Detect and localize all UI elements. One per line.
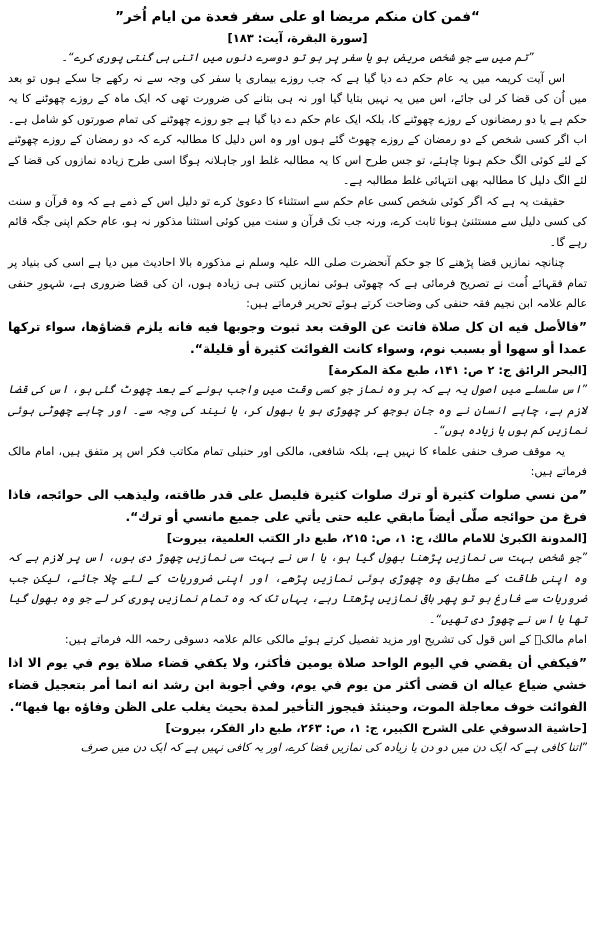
- translation-bahr: ”اس سلسلے میں اصول یہ ہے کہ ہر وہ نماز جو کسی وقت میں واجب ہونے کے بعد چھوٹ گئی ہو، اس کی قضا لازم ہے، چاہے انسان نے وہ جان بوجھ کر چھوڑی ہو یا بھول کر، یا نیند کی وجہ سے۔ اور چاہے چھوٹی ہوئی نمازیں کم ہوں یا زیادہ ہوں“۔: [8, 383, 587, 437]
- verse-translation: ”تم میں سے جو شخص مریض ہو یا سفر پر ہو تو دوسرے دنوں میں اتنی ہی گنتی پوری کرے“۔: [61, 51, 534, 64]
- paragraph-exception-proof: حقیقت یہ ہے کہ اگر کوئی شخص کسی عام حکم سے استثناء کا دعویٰ کرے تو دلیل اس کے ذمے ہے کہ وہ قرآن و سنت کی کسی دلیل سے مستثنیٰ ہونا ثابت کرے، ورنہ جب تک قرآن و سنت میں کوئی استثنا مذکور نہ ہو، عام حکم اپنی جگہ قائم رہے گا۔: [8, 194, 587, 249]
- translation-mudawwana: ”جو شخص بہت سی نمازیں پڑھنا بھول گیا ہو، یا اس نے بہت سی نمازیں چھوڑ دی ہوں، اس پر لازم ہے کہ وہ اپنی طاقت کے مطابق وہ چھوڑی ہوئی نمازیں پڑھے، اور اپنی ضروریات کے لئے چلا جائے، لیکن جب ضروریات سے فارغ ہو تو پھر باقی نمازیں پڑھتا رہے، یہاں تک کہ وہ تمام نمازیں پوری کر لے جو وہ بھول گیا تھا یا اس نے چھوڑ دی تھیں“۔: [8, 551, 587, 626]
- reference-mudawwana: [المدونة الكبرىٰ للامام مالك، ج: ۱، ص: ۲۱۵، طبع دار الكتب العلمية، بيروت]: [166, 530, 587, 545]
- arabic-quote-dasuqi: ”فيكفي أن يقضي في اليوم الواحد صلاة يومين فأكثر، ولا يكفي قضاء صلاة يوم في يوم الا اذا خشي ضياع عياله ان قضى أكثر من يوم في يوم، وفي أجوبة ابن رشد انه انما أمر بتعجيل قضاء الفوائت خوف معاجلة الموت، وحينئذ فيجوز التأخير لمدة بحيث يغلب على الظن وفاؤه بها فيها“.: [8, 654, 587, 714]
- paragraph-fuqaha-consensus: چنانچہ نمازیں قضا پڑھنے کا جو حکم آنحضرت صلی اللہ علیہ وسلم نے مذکورہ بالا احادیث میں دیا ہے اسی کی بنیاد پر تمام فقہائے اُمت نے تصریح فرمائی ہے کہ چھوٹی ہوئی نمازیں کتنی ہی زیادہ ہوں، ان کی قضا ضروری ہے، شہورِ حنفی عالم علامہ ابن نجیم فقہ حنفی کی وضاحت کرتے ہوئے تحریر فرماتے ہیں:: [8, 256, 587, 310]
- reference-bahr: [البحر الرائق ج: ۲ ص: ۱۴۱، طبع مكة المكرمة]: [328, 362, 587, 377]
- verse-title: “فمن كان منكم مريضا او على سفر فعدة من ايام اُخر”: [115, 9, 480, 25]
- paragraph-dasuqi-intro: امام مالکؒ کے اس قول کی تشریح اور مزید تفصیل کرتے ہوئے مالکی عالم علامہ دسوقی رحمہ اللہ فرماتے ہیں:: [64, 633, 587, 646]
- translation-dasuqi: ”اتنا کافی ہے کہ ایک دن میں دو دن یا زیادہ کی نمازیں قضا کرے، اور یہ کافی نہیں ہے کہ ایک دن میں صرف: [80, 741, 587, 754]
- arabic-quote-mudawwana: ”من نسي صلوات كثيرة أو ترك صلوات كثيرة فليصل على قدر طاقته، وليذهب الى حوائجه، فاذا فرغ من حوائجه صلّى أيضاً مابقي عليه حتى يأتي على جميع مانسي أو ترك“.: [8, 486, 587, 524]
- verse-reference: [سورة البقرة، آیت: ۱۸۳]: [227, 31, 368, 45]
- arabic-quote-bahr: ”فالأصل فيه ان كل صلاة فاتت عن الوقت بعد ثبوت وجوبها فيه فانه يلزم قضاؤها، سواء تركها عمدا أو سهوا أو بسبب نوم، وسواء كانت الفوائت كثيرة أو قليلة“.: [8, 318, 587, 356]
- reference-dasuqi: [حاشية الدسوقي على الشرح الكبير، ج: ۱، ص: ۲۶۳، طبع دار الفكر، بيروت]: [165, 720, 587, 735]
- paragraph-madhahib: یہ موقف صرف حنفی علماء کا نہیں ہے، بلکہ شافعی، مالکی اور حنبلی تمام مکاتب فکر اس پر متفق ہیں، امام مالک فرماتے ہیں:: [8, 444, 587, 478]
- paragraph-general-rule: اس آیت کریمہ میں یہ عام حکم دے دیا گیا ہے کہ جب روزے بیماری یا سفر کی وجہ سے نہ رکھے جا سکے ہوں تو بعد میں اُن کی قضا کر لی جائے، اس میں یہ نہیں بتایا گیا اور نہ ہی بتانے کی ضرورت تھی کہ ایک ماہ کے روزے چھوٹنے کا یہ حکم ہے یا دو رمضانوں کے روزے چھوٹنے کا، بلکہ ایک عام حکم دے دیا گیا ہے جو روزے چھوٹنے کی تمام صورتوں کو شامل ہے۔ اب اگر کسی شخص کے دو رمضان کے روزے چھوٹ گئے ہوں اور وہ اس دلیل کا مطالبہ کرے کہ دو رمضان کے روزے چھوٹنے کے لئے کوئی الگ حکم ہونا چاہئے، تو جس طرح اس کا یہ مطالبہ غلط اور جاہلانہ ہوگا اسی طرح زیادہ نمازوں کی قضا کے لئے الگ دلیل کا مطالبہ بھی انتہائی غلط مطالبہ ہے۔: [8, 71, 587, 187]
